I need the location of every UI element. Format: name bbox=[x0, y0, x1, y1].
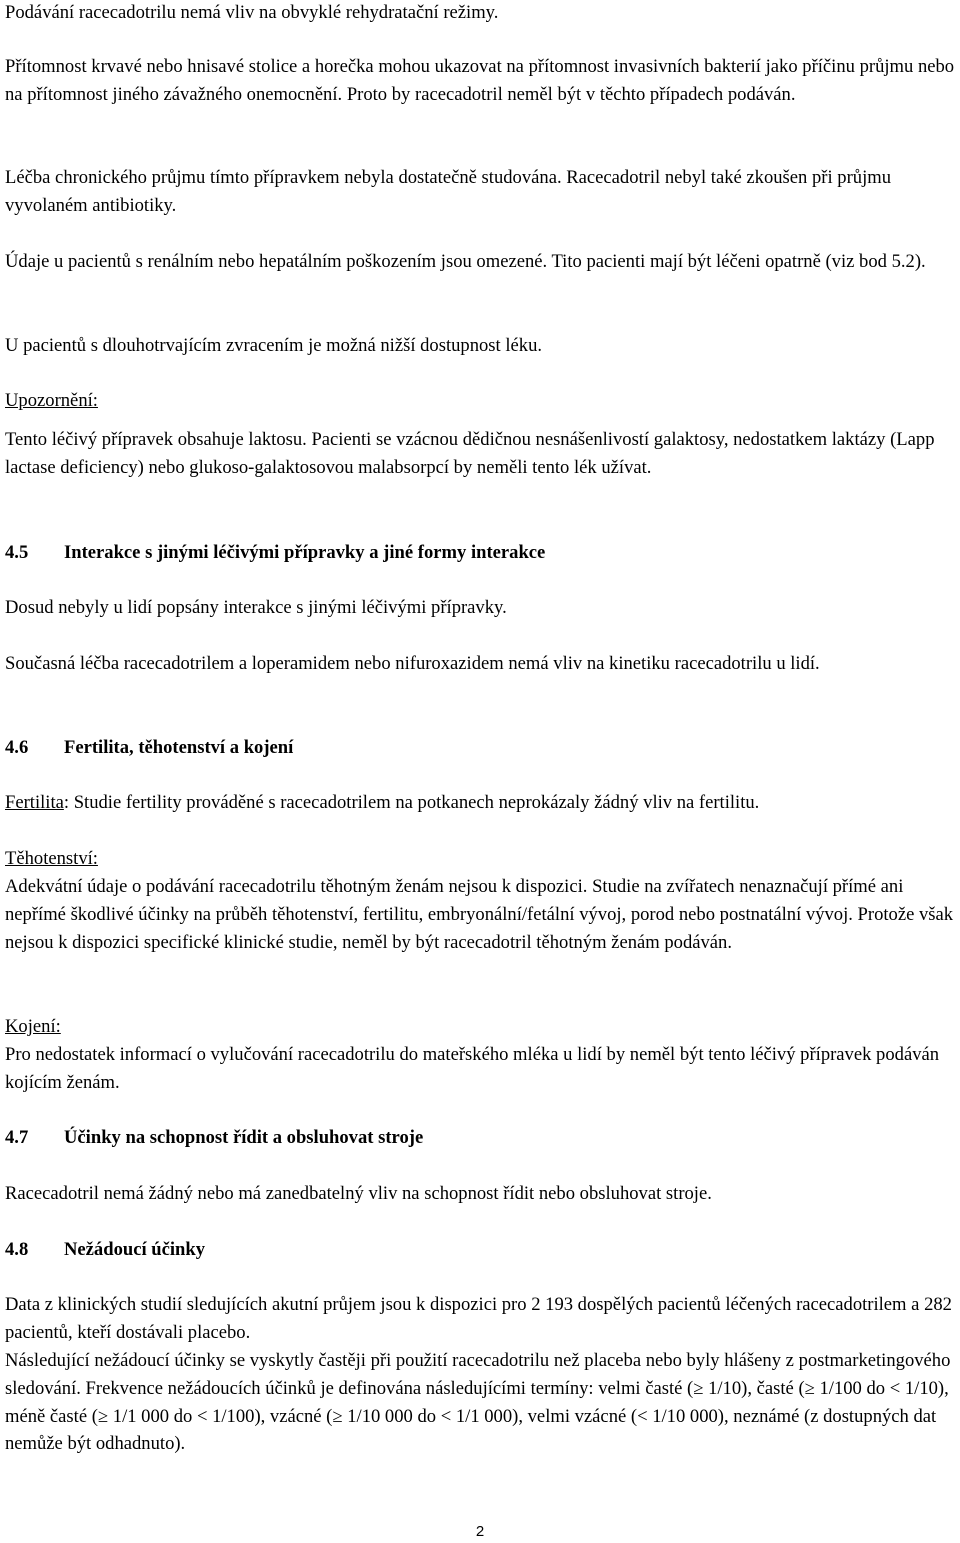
section-number: 4.7 bbox=[5, 1127, 29, 1148]
section-number: 4.5 bbox=[5, 542, 29, 563]
paragraph-lactose: Tento léčivý přípravek obsahuje laktosu. Pacienti se vzácnou dědičnou nesnášenlivostí galaktosy, nedostatkem laktázy (Lapp lactase deficiency) nebo glukoso-galaktosovou malabsorpcí by neměli tento lék užívat. bbox=[5, 429, 935, 478]
pregnancy-label: Těhotenství: bbox=[5, 848, 98, 869]
fertility-text: : Studie fertility prováděné s racecadotrilem na potkanech neprokázaly žádný vliv na fertilitu. bbox=[63, 792, 760, 813]
paragraph-renal-hepatic: Údaje u pacientů s renálním nebo hepatálním poškozením jsou omezené. Tito pacienti mají být léčeni opatrně (viz bod 5.2). bbox=[5, 251, 926, 272]
section-title: Fertilita, těhotenství a kojení bbox=[64, 737, 294, 758]
section-heading-4-8 bbox=[5, 1236, 205, 1264]
section-title: Nežádoucí účinky bbox=[64, 1239, 206, 1260]
section-heading-4-6 bbox=[5, 734, 293, 762]
section-title: Účinky na schopnost řídit a obsluhovat stroje bbox=[64, 1127, 424, 1148]
section-number: 4.6 bbox=[5, 737, 29, 758]
paragraph-clinical-data: Data z klinických studií sledujících akutní průjem jsou k dispozici pro 2 193 dospělých pacientů léčených racecadotrilem a 282 pacientů, kteří dostávali placebo. bbox=[5, 1294, 952, 1343]
breastfeeding-label: Kojení: bbox=[5, 1016, 61, 1037]
section-title: Interakce s jinými léčivými přípravky a jiné formy interakce bbox=[64, 542, 546, 563]
section-number: 4.8 bbox=[5, 1239, 29, 1260]
section-heading-4-5 bbox=[5, 539, 545, 567]
paragraph-loperamide: Současná léčba racecadotrilem a loperamidem nebo nifuroxazidem nemá vliv na kinetiku racecadotrilu u lidí. bbox=[5, 653, 820, 674]
paragraph-vomiting: U pacientů s dlouhotrvajícím zvracením je možná nižší dostupnost léku. bbox=[5, 335, 543, 356]
paragraph-rehydration: Podávání racecadotrilu nemá vliv na obvyklé rehydratační režimy. bbox=[5, 2, 499, 23]
page-number: 2 bbox=[475, 1523, 485, 1540]
paragraph-driving: Racecadotril nemá žádný nebo má zanedbatelný vliv na schopnost řídit nebo obsluhovat stroje. bbox=[5, 1183, 712, 1204]
paragraph-adverse-frequency: Následující nežádoucí účinky se vyskytly častěji při použití racecadotrilu než placeba nebo byly hlášeny z postmarketingového sledování. Frekvence nežádoucích účinků je definována následujícími termíny: velmi časté (≥ 1/10), časté (≥ 1/100 do < 1/10), méně časté (≥ 1/1 000 do < 1/100), vzácné (≥ 1/10 000 do < 1/1 000), velmi vzácné (< 1/10 000), neznámé (z dostupných dat nemůže být odhadnuto). bbox=[5, 1350, 951, 1455]
paragraph-pregnancy: Adekvátní údaje o podávání racecadotrilu těhotným ženám nejsou k dispozici. Studie na zvířatech nenaznačují přímé ani nepřímé škodlivé účinky na průběh těhotenství, fertilitu, embryonální/fetální vývoj, porod nebo postnatální vývoj. Protože však nejsou k dispozici specifické klinické studie, neměl by být racecadotril těhotným ženám podáván. bbox=[5, 876, 954, 953]
paragraph-fertility bbox=[5, 789, 957, 817]
section-heading-4-7 bbox=[5, 1124, 423, 1152]
warning-label: Upozornění: bbox=[5, 390, 98, 411]
paragraph-interactions: Dosud nebyly u lidí popsány interakce s jinými léčivými přípravky. bbox=[5, 597, 507, 618]
paragraph-breastfeeding: Pro nedostatek informací o vylučování racecadotrilu do mateřského mléka u lidí by neměl být tento léčivý přípravek podáván kojícím ženám. bbox=[5, 1044, 940, 1093]
fertility-label: Fertilita bbox=[5, 792, 64, 813]
paragraph-chronic-diarrhea: Léčba chronického průjmu tímto přípravkem nebyla dostatečně studována. Racecadotril nebyl také zkoušen při průjmu vyvolaném antibiotiky. bbox=[5, 167, 892, 216]
paragraph-bloody-stool: Přítomnost krvavé nebo hnisavé stolice a horečka mohou ukazovat na přítomnost invasivních bakterií jako příčinu průjmu nebo na přítomnost jiného závažného onemocnění. Proto by racecadotril neměl být v těchto případech podáván. bbox=[5, 56, 955, 105]
